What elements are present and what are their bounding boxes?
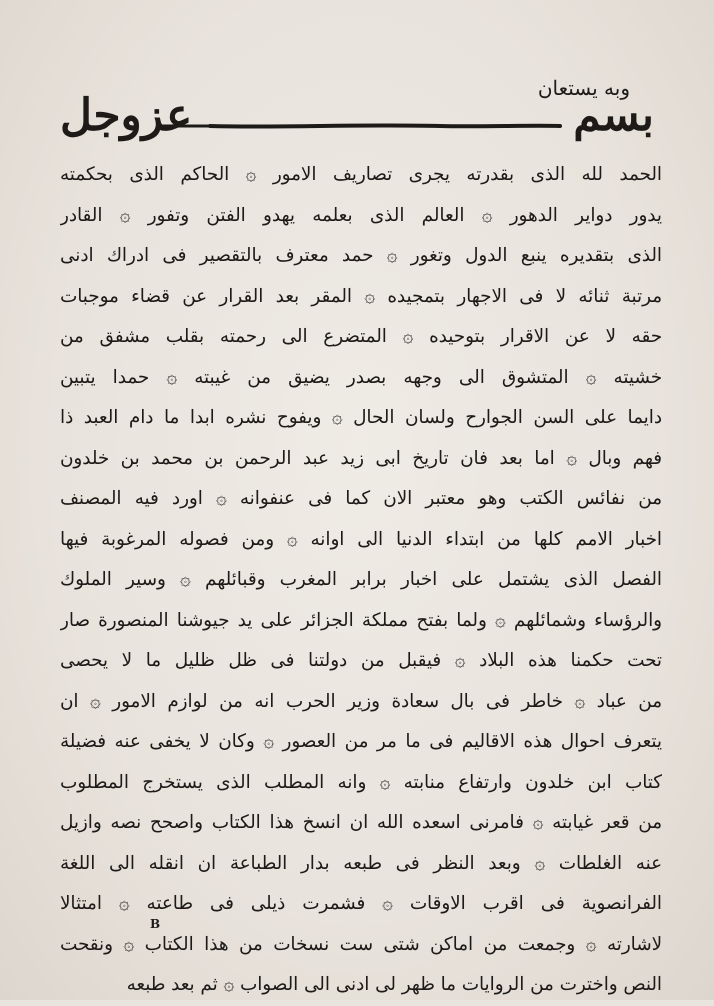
- text-line: والرؤساء وشمائلهم ۞ ولما بفتح مملكة الجزائر على يد جيوشنا المنصورة صار: [60, 609, 662, 631]
- text-line: من قعر غيابته ۞ فامرنى اسعده الله ان انسخ هذا الكتاب واصحح نصه وازيل: [60, 812, 662, 833]
- text-line: كتاب ابن خلدون وارتفاع منابته ۞ وانه المطلب الذى يستخرج المطلوب: [60, 771, 662, 793]
- basmala-heading: [60, 88, 658, 148]
- text-line: الفرانصوية فى اقرب الاوقات ۞ فشمرت ذيلى فى طاعته ۞ امتثالا: [60, 893, 662, 914]
- text-line: الذى بتقديره ينبع الدول وتغور ۞ حمد معترف بالتقصير فى ادراك ادنى: [60, 245, 662, 266]
- text-line: لاشارته ۞ وجمعت من اماكن شتى ست نسخات من هذا الكتاب ۞ ونقحت: [60, 933, 662, 955]
- text-line: مرتبة ثنائه لا فى الاجهار بتمجيده ۞ المقر بعد القرار عن قضاء موجبات: [60, 285, 662, 307]
- text-line: يدور دواير الدهور ۞ العالم الذى بعلمه يهدو الفتن وتفور ۞ القادر: [60, 204, 662, 226]
- text-line: تحت حكمنا هذه البلاد ۞ فيقبل من دولتنا فى ظل ظليل ما لا يحصى: [60, 650, 662, 671]
- text-line: اخبار الامم كلها من ابتداء الدنيا الى اوانه ۞ ومن فصوله المرغوبة فيها: [60, 528, 662, 550]
- text-line: النص واخترت من الروايات ما ظهر لى ادنى الى الصواب ۞ ثم بعد طبعه: [126, 974, 662, 995]
- heading-word-left: عزوجل: [60, 90, 193, 141]
- text-line: حقه لا عن الاقرار بتوحيده ۞ المتضرع الى رحمته بقلب مشفق من: [60, 326, 662, 347]
- text-line: الفصل الذى يشتمل على اخبار برابر المغرب وقبائلهم ۞ وسير الملوك: [60, 569, 662, 590]
- text-line: دايما على السن الجوارح ولسان الحال ۞ ويفوح نشره ابدا ما دام العبد ذا: [60, 407, 662, 428]
- text-line: الحمد لله الذى بقدرته يجرى تصاريف الامور ۞ الحاكم الذى بحكمته: [60, 164, 662, 185]
- signature-mark: B: [150, 917, 161, 931]
- text-line: من عباد ۞ خاطر فى بال سعادة وزير الحرب انه من لوازم الامور ۞ ان: [60, 690, 662, 712]
- body-text: [60, 155, 662, 1006]
- heading-word-right: بسم: [573, 90, 654, 141]
- text-line: عنه الغلطات ۞ وبعد النظر فى طبعه بدار الطباعة ان انقله الى اللغة: [60, 852, 662, 874]
- invocation-subheading: وبه يستعان: [537, 76, 630, 100]
- text-line: فهم وبال ۞ اما بعد فان تاريخ ابى زيد عبد الرحمن بن محمد بن خلدون: [60, 447, 662, 469]
- text-line: من نفائس الكتب وهو معتبر الان كما فى عنفوانه ۞ اورد فيه المصنف: [60, 488, 662, 509]
- text-line: خشيته ۞ المتشوق الى وجهه بصدر يضيق من غيبته ۞ حمدا يتبين: [60, 366, 662, 388]
- text-line: يتعرف احوال هذه الاقاليم فى ما مر من العصور ۞ وكان لا يخفى عنه فضيلة: [60, 731, 662, 752]
